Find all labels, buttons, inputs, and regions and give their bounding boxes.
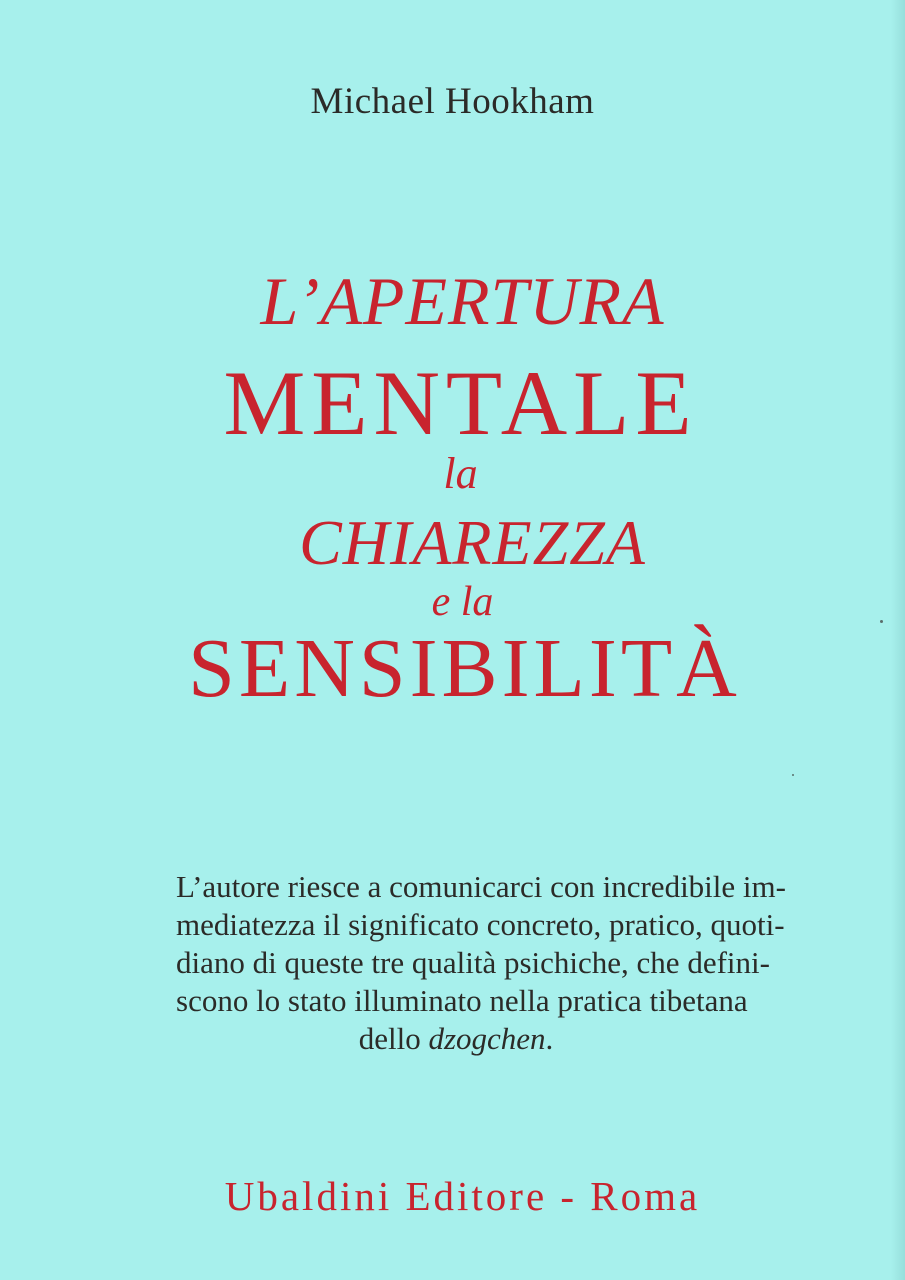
- blurb-line: L’autore riesce a comunicarci con incredibile im-: [176, 869, 786, 904]
- blurb-line: diano di queste tre qualità psichiche, che defini-: [176, 945, 770, 980]
- blurb-text: dello: [358, 1021, 429, 1056]
- blurb-italic-term: dzogchen: [428, 1021, 546, 1056]
- title-line-apertura: L’APERTURA: [260, 263, 665, 339]
- paper-speck: [792, 774, 794, 776]
- title-line-chiarezza: CHIAREZZA: [299, 507, 646, 578]
- blurb-line-last: [176, 1020, 736, 1058]
- blurb-paragraph: [176, 868, 786, 1058]
- blurb-line: mediatezza il significato concreto, pratico, quoti-: [176, 907, 785, 942]
- author-name: Michael Hookham: [310, 81, 595, 122]
- paper-speck: [880, 620, 883, 623]
- blurb-line: scono lo stato illuminato nella pratica tibetana: [176, 983, 748, 1018]
- title-line-e-la: e la: [431, 579, 494, 625]
- title-line-sensibilita: SENSIBILITÀ: [188, 622, 741, 715]
- title-line-la: la: [443, 449, 478, 498]
- title-line-mentale: MENTALE: [223, 352, 698, 454]
- blurb-text: .: [545, 1021, 554, 1056]
- publisher-imprint: Ubaldini Editore - Roma: [224, 1173, 701, 1219]
